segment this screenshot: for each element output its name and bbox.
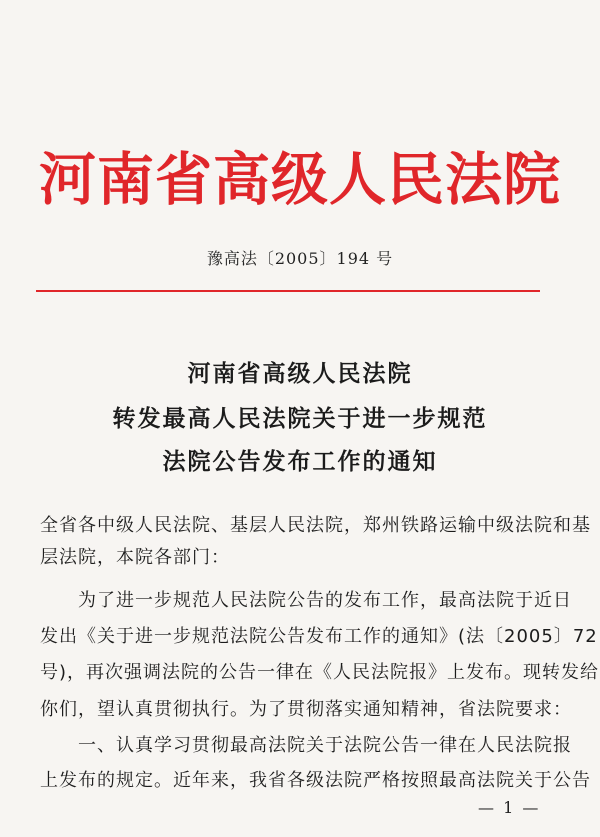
title-line-3: 法院公告发布工作的通知	[162, 449, 438, 475]
body-line-6: 你们，望认真贯彻执行。为了贯彻落实通知精神，省法院要求：	[40, 699, 572, 720]
issuer-masthead: 河南省高级人民法院	[39, 146, 561, 213]
body-line-8: 上发布的规定。近年来，我省各级法院严格按照最高法院关于公告	[40, 770, 591, 791]
body-line-2: 层法院，本院各部门：	[40, 547, 230, 568]
body-line-3: 为了进一步规范人民法院公告的发布工作，最高法院于近日	[40, 590, 572, 611]
red-divider-line	[36, 290, 540, 292]
body-line-7: 一、认真学习贯彻最高法院关于法院公告一律在人民法院报	[40, 735, 572, 756]
page-number: — 1 —	[478, 798, 541, 817]
body-line-5: 号)，再次强调法院的公告一律在《人民法院报》上发布。现转发给	[40, 662, 600, 683]
title-line-1: 河南省高级人民法院	[187, 361, 413, 387]
title-line-2: 转发最高人民法院关于进一步规范	[112, 406, 488, 432]
body-line-1: 全省各中级人民法院、基层人民法院，郑州铁路运输中级法院和基	[40, 515, 591, 536]
document-number: 豫高法〔2005〕194 号	[206, 249, 394, 268]
body-line-4: 发出《关于进一步规范法院公告发布工作的通知》(法〔2005〕72	[40, 626, 598, 647]
